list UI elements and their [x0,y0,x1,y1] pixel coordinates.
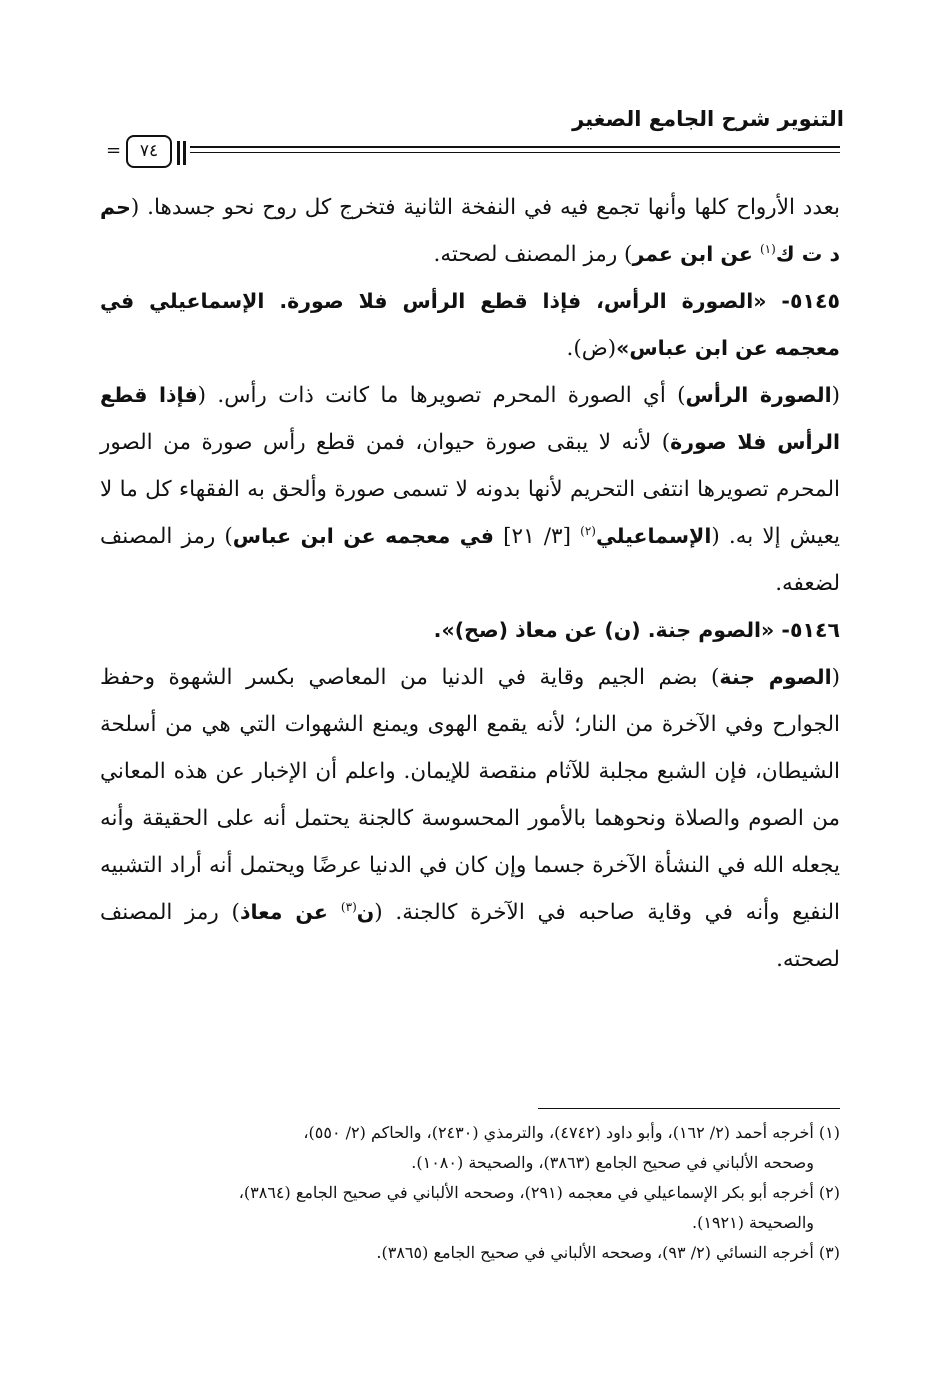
running-header-title: التنوير شرح الجامع الصغير [572,107,844,131]
footnote-1: (١) أخرجه أحمد (٢/ ١٦٢)، وأبو داود (٤٧٤٢)، والترمذي (٢٤٣٠)، والحاكم (٢/ ٥٥٠)، [303,1123,840,1142]
header-rule-bottom [190,152,840,153]
header-rule-top [190,146,840,148]
footnote-ref-3: (٣) [340,899,357,914]
footnote-1-cont: وصححه الألباني في صحيح الجامع (٣٨٦٣)، والصحيحة (١٠٨٠). [411,1153,814,1172]
commentary-5146: (الصوم جنة) بضم الجيم وقاية في الدنيا من المعاصي بكسر الشهوة وحفظ الجوارح وفي الآخرة من النار؛ لأنه يقمع الهوى ويمنع الشهوات التي هي من أسلحة الشيطان، فإن الشبع مجلبة للآثام منقصة للإيمان. واعلم أن الإخبار عن هذه المعاني من الصوم والصلاة ونحوهما بالأمور المحسوسة كالجنة يحتمل أنه على الحقيقة وأنه يجعله الله في النشأة الآخرة جسما وإن كان في الدنيا عرضًا ويحتمل أنه أراد التشبيه النفيع وأنه في وقاية صاحبه في الآخرة كالجنة. (ن$^{(٣)}$ عن معاذ) رمز المصنف لصحته. [100,665,840,972]
hadith-5145: ٥١٤٥- «الصورة الرأس، فإذا قطع الرأس فلا صورة. الإسماعيلي في معجمه عن ابن عباس»(ض). [100,289,840,361]
header-ornament: = [106,140,122,161]
page-number-bracket-right-2 [183,141,186,165]
footnote-ref-1: (١) [759,241,776,256]
page-number-bracket-right [177,141,180,165]
page-number: ٧٤ [126,135,172,168]
footnote-3: (٣) أخرجه النسائي (٢/ ٩٣)، وصححه الألباني في صحيح الجامع (٣٨٦٥). [376,1243,840,1262]
paragraph-continuation: بعدد الأرواح كلها وأنها تجمع فيه في النفخة الثانية فتخرج كل روح نحو جسدها. (حم د ت ك$^{(١)}$ عن ابن عمر) رمز المصنف لصحته. [100,195,840,267]
footnote-ref-2: (٢) [580,523,596,538]
footnote-2-cont: والصحيحة (١٩٢١). [691,1213,814,1232]
footnotes [100,1118,840,1268]
main-text [100,184,840,983]
footnote-2: (٢) أخرجه أبو بكر الإسماعيلي في معجمه (٢٩١)، وصححه الألباني في صحيح الجامع (٣٨٦٤)، [238,1183,840,1202]
commentary-5145: (الصورة الرأس) أي الصورة المحرم تصويرها ما كانت ذات رأس. (فإذا قطع الرأس فلا صورة) لأنه لا يبقى صورة حيوان، فمن قطع رأس صورة من الصور المحرم تصويرها انتفى التحريم لأنها بدونه لا تسمى صورة وألحق به الفقهاء كل ما لا يعيش إلا به. (الإسماعيلي$^{(٢)}$ [٣/ ٢١] في معجمه عن ابن عباس) رمز المصنف لضعفه. [100,383,841,596]
footnote-separator [538,1108,840,1109]
hadith-5146: ٥١٤٦- «الصوم جنة. (ن) عن معاذ (صح)». [433,618,840,642]
